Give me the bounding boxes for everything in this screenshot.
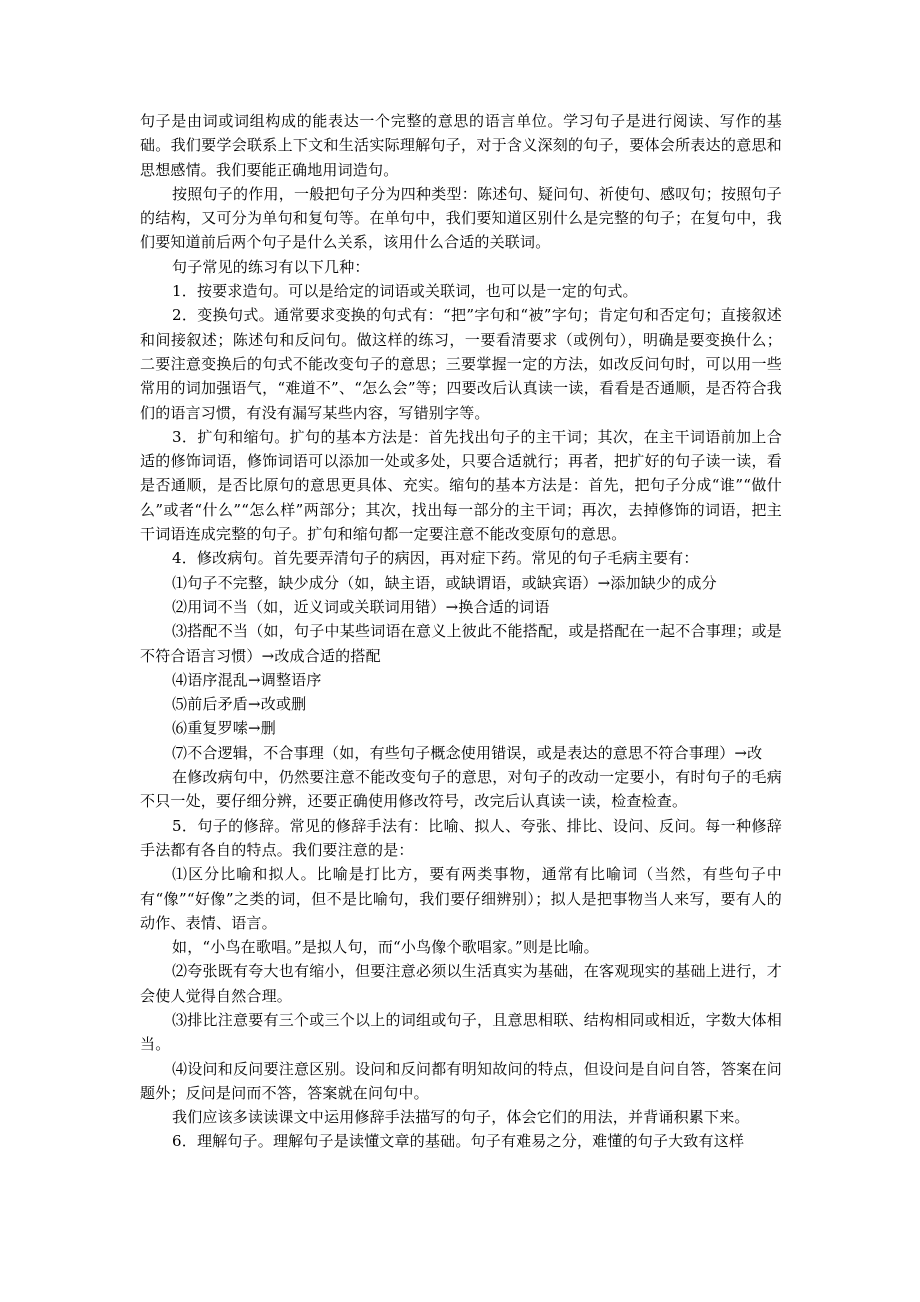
paragraph-item-5: 5．句子的修辞。常见的修辞手法有：比喻、拟人、夸张、排比、设问、反问。每一种修辞手法都有各自的特点。我们要注意的是：: [140, 816, 782, 859]
list-item-error-1: ⑴句子不完整，缺少成分（如，缺主语，或缺谓语，或缺宾语）→添加缺少的成分: [172, 573, 717, 592]
paragraph-item-1: 1．按要求造句。可以是给定的词语或关联词，也可以是一定的句式。: [172, 282, 638, 301]
paragraph-item-6: 6．理解句子。理解句子是读懂文章的基础。句子有难易之分，难懂的句子大致有这样: [172, 1132, 745, 1151]
list-item-error-6: ⑹重复罗嗦→删: [172, 719, 276, 738]
list-item-error-2: ⑵用词不当（如，近义词或关联词用错）→换合适的词语: [172, 597, 550, 616]
list-item-rhetoric-4: ⑷设问和反问要注意区别。设问和反问都有明知故问的特点，但设问是自问自答，答案在问题外；反问是问而不答，答案就在问句中。: [140, 1059, 782, 1102]
paragraph-reading-advice: 我们应该多读读课文中运用修辞手法描写的句子，体会它们的用法，并背诵积累下来。: [172, 1108, 750, 1127]
list-item-error-3: ⑶搭配不当（如，句子中某些词语在意义上彼此不能搭配，或是搭配在一起不合事理；或是不符合语言习惯）→改成合适的搭配: [140, 622, 782, 665]
paragraph-intro: 句子是由词或词组构成的能表达一个完整的意思的语言单位。学习句子是进行阅读、写作的基础。我们要学会联系上下文和生活实际理解句子，对于含义深刻的句子，要体会所表达的意思和思想感情。我们要能正确地用词造句。: [140, 112, 782, 179]
list-item-error-7: ⑺不合逻辑，不合事理（如，有些句子概念使用错误，或是表达的意思不符合事理）→改: [172, 743, 763, 762]
paragraph-item-3: 3．扩句和缩句。扩句的基本方法是：首先找出句子的主干词；其次，在主干词语前加上合适的修饰词语，修饰词语可以添加一处或多处，只要合适就行；再者，把扩好的句子读一读，看是否通顺，是否比原句的意思更具体、充实。缩句的基本方法是：首先，把句子分成“谁”“做什么”或者“什么”“怎么样”两部分；其次，找出每一部分的主干词；再次，去掉修饰的词语，把主干词语连成完整的句子。扩句和缩句都一定要注意不能改变原句的意思。: [140, 427, 782, 544]
list-item-error-4: ⑷语序混乱→调整语序: [172, 670, 322, 689]
list-item-error-5: ⑸前后矛盾→改或删: [172, 695, 307, 714]
paragraph-example: 如，“小鸟在歌唱。”是拟人句，而“小鸟像个歌唱家。”则是比喻。: [172, 938, 599, 957]
paragraph-item-4: 4．修改病句。首先要弄清句子的病因，再对症下药。常见的句子毛病主要有：: [172, 549, 699, 568]
list-item-rhetoric-1: ⑴区分比喻和拟人。比喻是打比方，要有两类事物，通常有比喻词（当然，有些句子中有“像”“好像”之类的词，但不是比喻句，我们要仔细辨别）；拟人是把事物当人来写，要有人的动作、表情、语言。: [140, 865, 782, 932]
paragraph-item-2: 2．变换句式。通常要求变换的句式有：“把”字句和“被”字句；肯定句和否定句；直接叙述和间接叙述；陈述句和反问句。做这样的练习，一要看清要求（或例句），明确是要变换什么；二要注意变换后的句式不能改变句子的意思；三要掌握一定的方法，如改反问句时，可以用一些常用的词加强语气，“难道不”、“怎么会”等；四要改后认真读一读，看看是否通顺，是否符合我们的语言习惯，有没有漏写某些内容，写错别字等。: [140, 306, 782, 422]
paragraph-sentence-types: 按照句子的作用，一般把句子分为四种类型：陈述句、疑问句、祈使句、感叹句；按照句子的结构，又可分为单句和复句等。在单句中，我们要知道区别什么是完整的句子；在复句中，我们要知道前后两个句子是什么关系，该用什么合适的关联词。: [140, 184, 782, 252]
paragraph-revision-note: 在修改病句中，仍然要注意不能改变句子的意思，对句子的改动一定要小，有时句子的毛病不只一处，要仔细分辨，还要正确使用修改符号，改完后认真读一读，检查检查。: [140, 768, 782, 811]
list-item-rhetoric-2: ⑵夸张既有夸大也有缩小，但要注意必须以生活真实为基础，在客观现实的基础上进行，才会使人觉得自然合理。: [140, 962, 782, 1005]
paragraph-exercise-intro: 句子常见的练习有以下几种：: [172, 257, 370, 276]
list-item-rhetoric-3: ⑶排比注意要有三个或三个以上的词组或句子，且意思相联、结构相同或相近，字数大体相当。: [140, 1010, 782, 1054]
